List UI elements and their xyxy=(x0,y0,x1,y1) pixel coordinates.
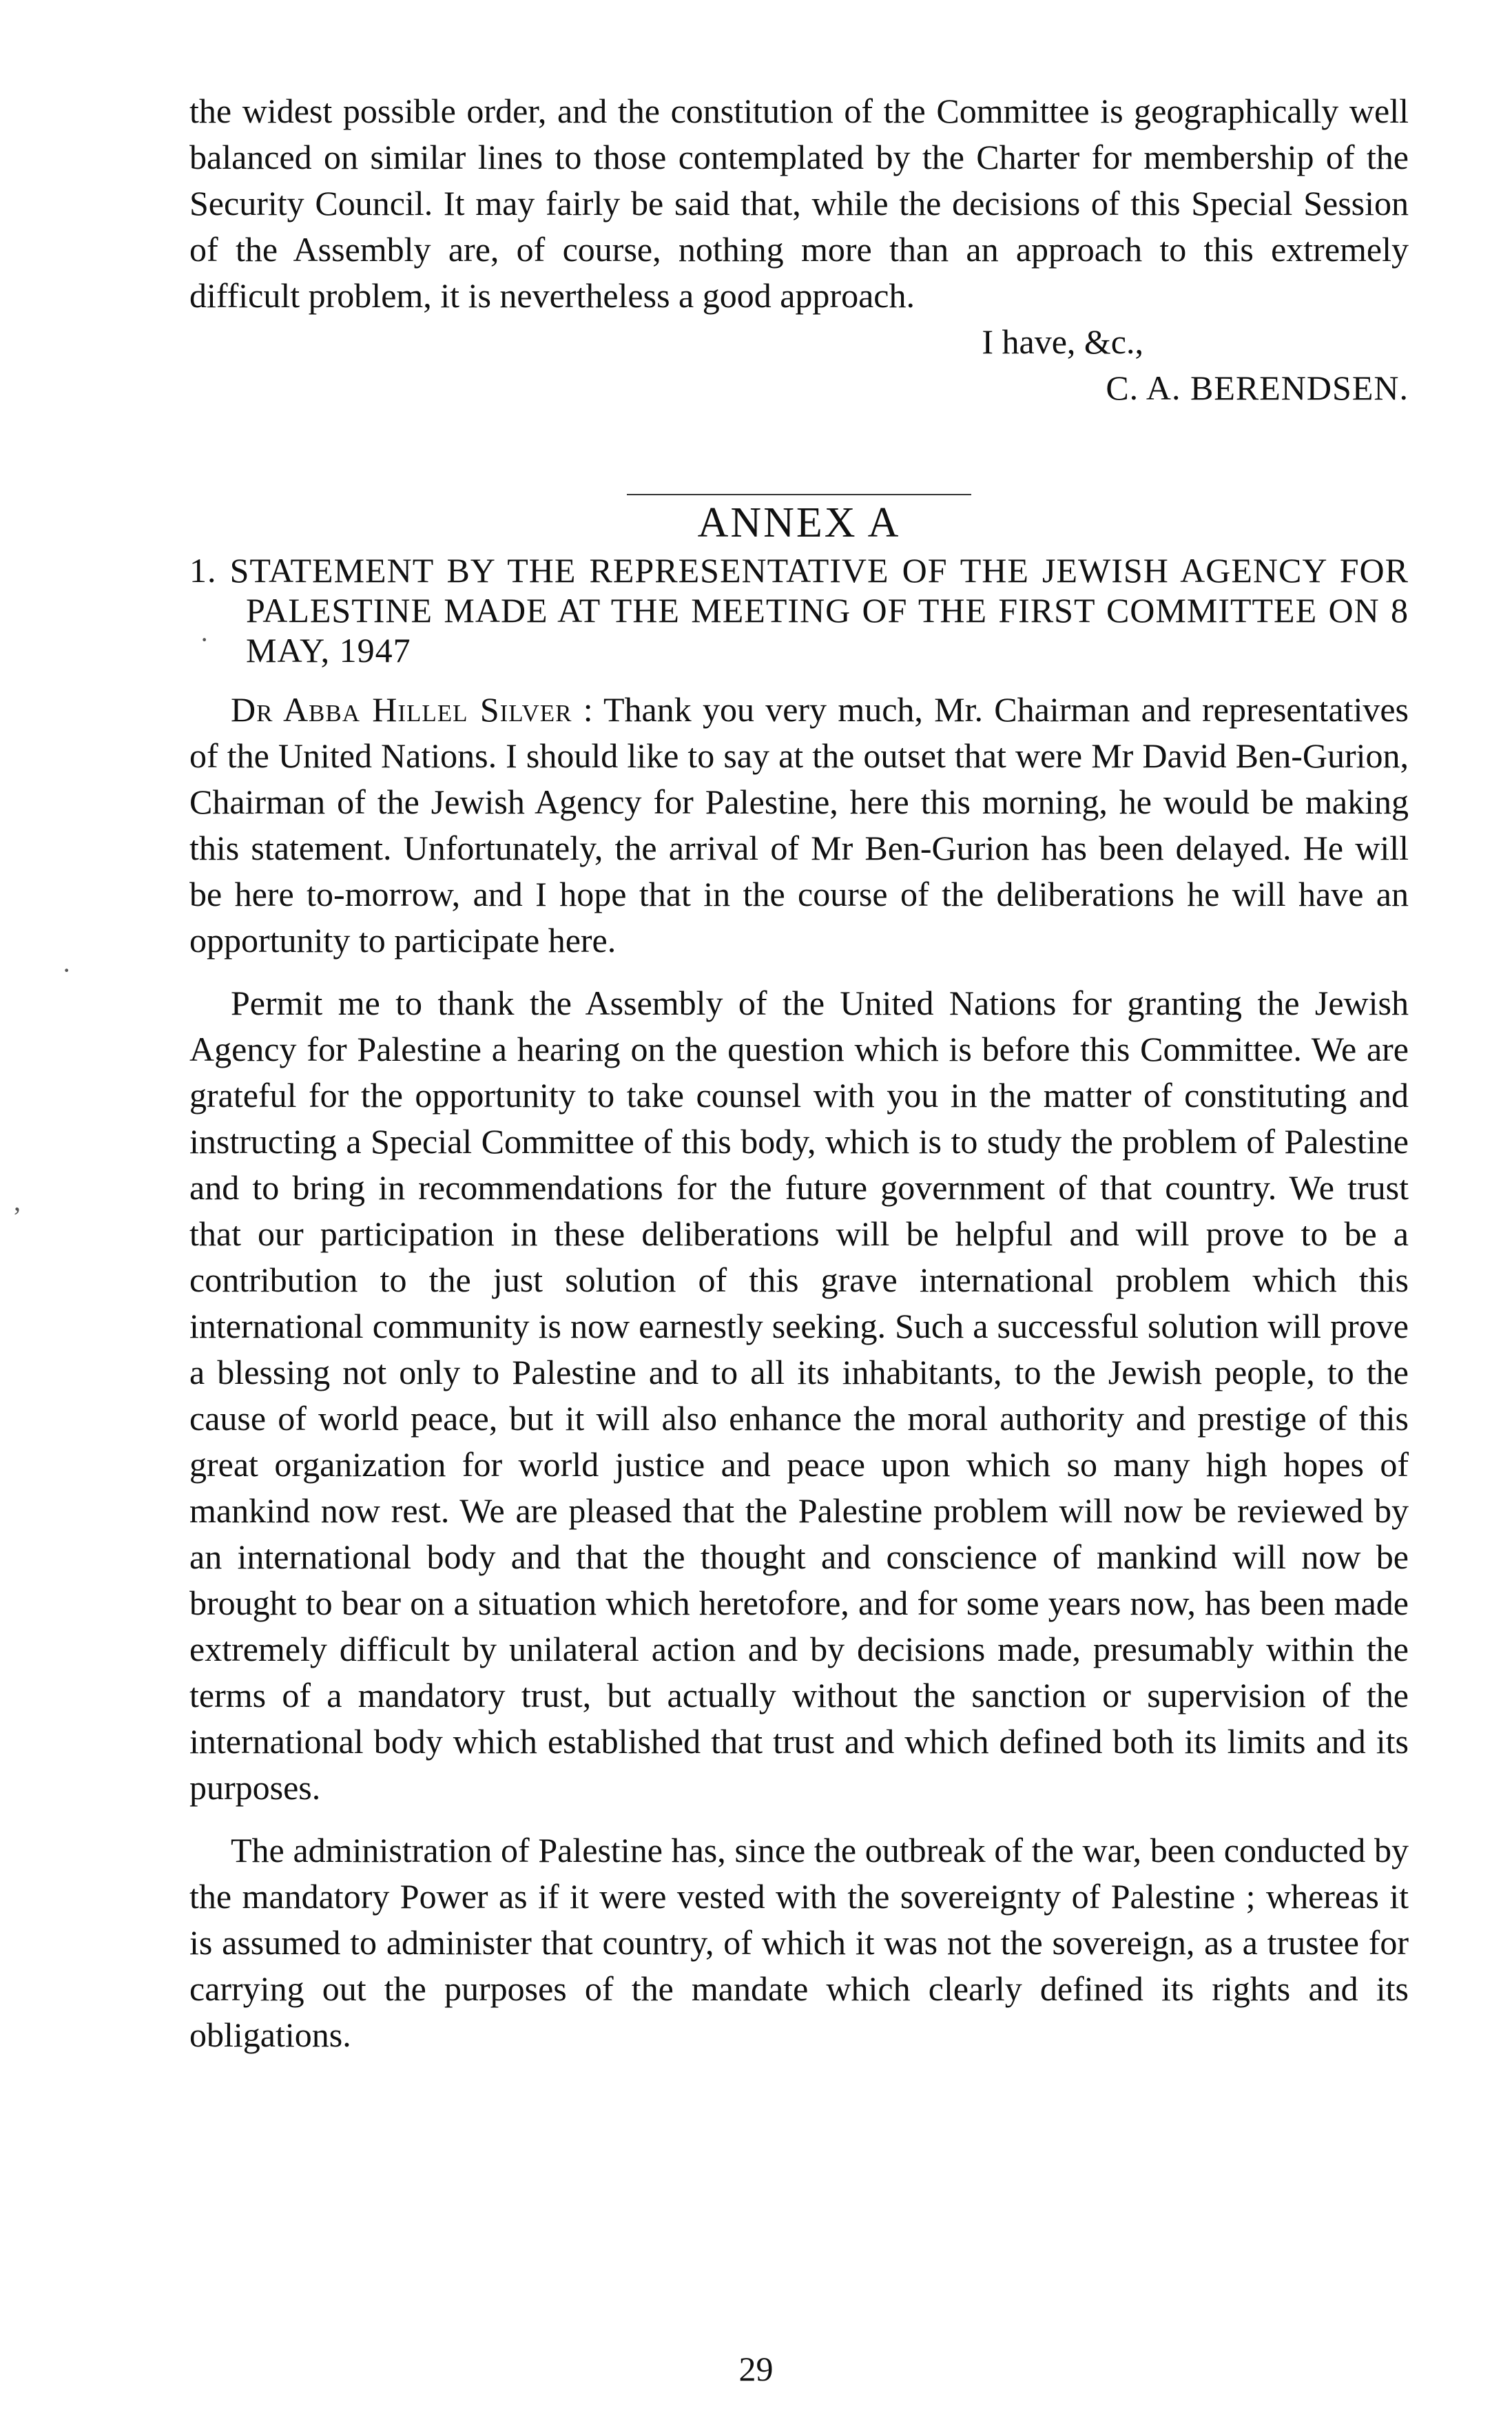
stray-mark: , xyxy=(14,1185,21,1216)
statement-heading: 1. STATEMENT BY THE REPRESENTATIVE OF THE JEWISH AGENCY FOR PALESTINE MADE AT THE MEETING OF THE FIRST COMMITTEE ON 8 MAY, 1947 xyxy=(189,551,1409,670)
paragraph-1 xyxy=(189,687,1409,964)
stray-mark: · xyxy=(62,955,72,986)
paragraph-1-text: Thank you very much, Mr. Chairman and representatives of the United Nations. I should like to say at the outset that were Mr David Ben-Gurion, Chairman of the Jewish Agency for Palestine, here this morning, he would be making this statement. Unfortunately, the arrival of Mr Ben-Gurion has been delayed. He will be here to-morrow, and I hope that in the course of the deliberations he will have an opportunity to participate here. xyxy=(189,690,1409,960)
paragraph-3: The administration of Palestine has, since the outbreak of the war, been conducted by the mandatory Power as if it were vested with the sovereignty of Palestine ; whereas it is assumed to administer that country, of which it was not the sovereign, as a trustee for carrying out the purposes of the mandate which clearly defined its rights and its obligations. xyxy=(189,1831,1409,2054)
document-page xyxy=(189,88,1409,2058)
annex-title: ANNEX A xyxy=(697,499,901,546)
speaker-name: Dr Abba Hillel Silver xyxy=(231,690,572,729)
page-number: 29 xyxy=(738,2350,774,2388)
valediction: I have, &c., xyxy=(982,322,1143,361)
stray-mark: · xyxy=(200,624,209,655)
paragraph-2: Permit me to thank the Assembly of the United Nations for granting the Jewish Agency for Palestine a hearing on the question which is before this Committee. We are grateful for the opportunity to take counsel with you in the matter of constituting and instructing a Special Committee of this body, which is to study the problem of Palestine and to bring in recommendations for the future government of that country. We trust that our participation in these deliberations will be helpful and will prove to be a contribution to the just solution of this grave international problem which this international community is now earnestly seeking. Such a successful solution will prove a blessing not only to Palestine and to all its inhabitants, to the Jewish people, to the cause of world peace, but it will also enhance the moral authority and prestige of this great organization for world justice and peace upon which so many high hopes of mankind now rest. We are pleased that the Palestine problem will now be reviewed by an international body and that the thought and conscience of mankind will now be brought to bear on a situation which heretofore, and for some years now, has been made extremely difficult by unilateral action and by decisions made, presumably within the terms of a mandatory trust, but actually without the sanction or supervision of the international body which established that trust and which defined both its limits and its purposes. xyxy=(189,984,1409,1807)
signature: C. A. BERENDSEN. xyxy=(1106,369,1409,407)
letter-closing-paragraph: the widest possible order, and the constitution of the Committee is geographically well balanced on similar lines to those contemplated by the Charter for membership of the Security Council. It may fairly be said that, while the decisions of this Special Session of the Assembly are, of course, nothing more than an approach to this extremely difficult problem, it is nevertheless a good approach. xyxy=(189,92,1409,315)
speaker-separator: : xyxy=(572,690,603,729)
